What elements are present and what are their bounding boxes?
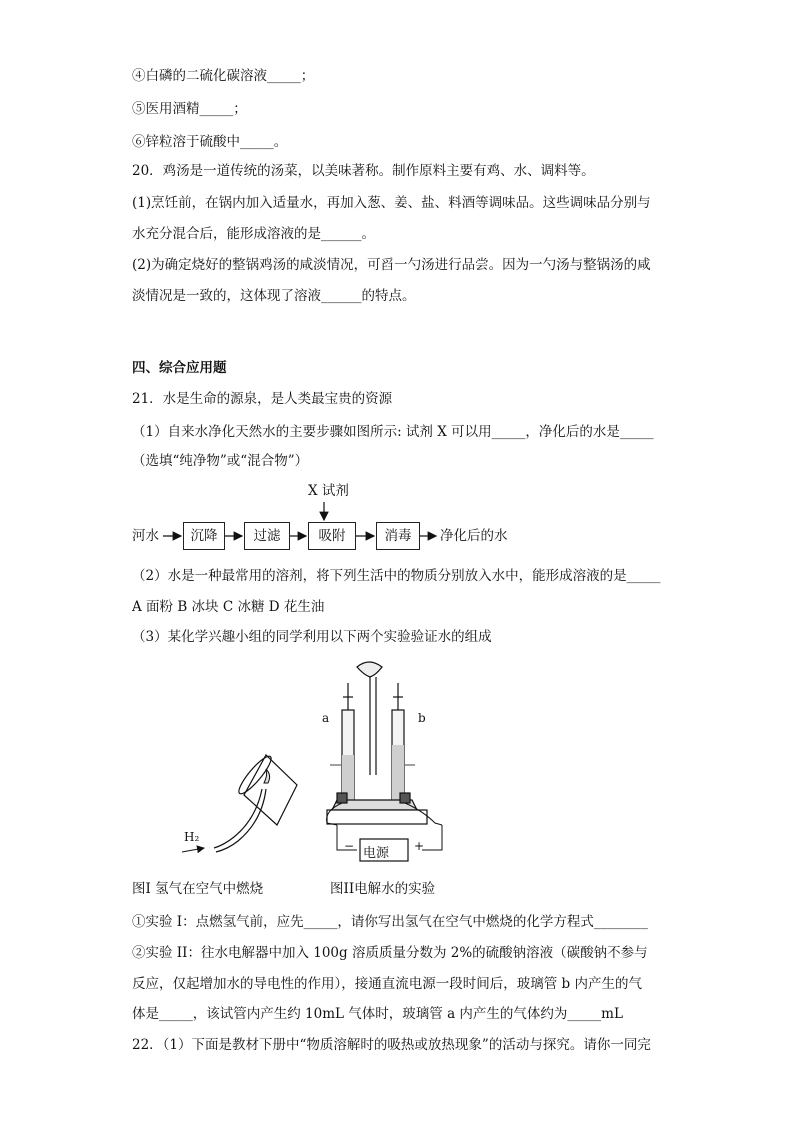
h2-label: H₂ (184, 830, 200, 844)
experiment-2-question-c: 体是_____，该试管内产生约 10mL 气体时，玻璃管 a 内产生的气体约为_____mL (132, 1006, 623, 1022)
item-4: ④白磷的二硫化碳溶液_____； (132, 68, 315, 84)
experiment-2-question-b: 反应，仅起增加水的导电性的作用），接通直流电源一段时间后，玻璃管 b 内产生的气 (132, 976, 642, 992)
question-20-part1-a: (1)烹饪前，在锅内加入适量水，再加入葱、姜、盐、料酒等调味品。这些调味品分别与 (132, 195, 651, 211)
question-20: 20．鸡汤是一道传统的汤菜，以美味著称。制作原料主要有鸡、水、调料等。 (132, 163, 595, 179)
power-plus: + (414, 839, 425, 853)
item-6: ⑥锌粒溶于硫酸中_____。 (132, 134, 288, 150)
funnel-icon (357, 662, 382, 775)
experiment-2-question-a: ②实验 II：往水电解器中加入 100g 溶质质量分数为 2%的硫酸钠溶液（碳酸钠不参与 (132, 945, 648, 961)
step-box-3: 吸附 (308, 522, 356, 550)
power-minus: − (344, 839, 355, 853)
reagent-label: X 试剂 (308, 483, 349, 499)
figure-1-caption: 图I 氢气在空气中燃烧 (132, 881, 264, 897)
electrolyzer-base-icon (327, 793, 427, 824)
question-21-options: A 面粉 B 冰块 C 冰糖 D 花生油 (132, 599, 325, 615)
question-21: 21．水是生命的源泉，是人类最宝贵的资源 (132, 391, 393, 407)
question-20-part1-b: 水充分混合后，能形成溶液的是______。 (132, 226, 375, 242)
beaker-icon (235, 753, 297, 825)
purification-flow-diagram (132, 480, 672, 560)
experiment-1-question: ①实验 I：点燃氢气前，应先_____，请你写出氢气在空气中燃烧的化学方程式________ (132, 914, 648, 930)
gas-arrow (182, 848, 204, 852)
step-box-1: 沉降 (183, 522, 225, 550)
source-label: 河水 (132, 528, 159, 544)
tube-a-icon (342, 683, 354, 800)
tube-b-label: b (418, 711, 426, 725)
experiment-drawing (132, 655, 532, 885)
question-21-part2: （2）水是一种最常用的溶剂，将下列生活中的物质分别放入水中，能形成溶液的是_____ (132, 568, 661, 584)
tube-b-icon (392, 683, 404, 800)
figure-2-caption: 图II电解水的实验 (330, 881, 436, 897)
question-21-part1-a: （1）自来水净化天然水的主要步骤如图所示: 试剂 X 可以用_____，净化后的水是_____ (132, 424, 654, 440)
question-21-part1-b: （选填“纯净物”或“混合物”） (132, 453, 309, 469)
step-box-4: 消毒 (376, 522, 420, 550)
question-22: 22．（1）下面是教材下册中“物质溶解时的吸热或放热现象”的活动与探究。请你一同完 (132, 1037, 651, 1053)
result-label: 净化后的水 (440, 528, 508, 544)
step-box-2: 过滤 (244, 522, 290, 550)
item-5: ⑤医用酒精_____； (132, 101, 247, 117)
power-label: 电源 (363, 846, 390, 861)
experiment-figures (132, 655, 532, 885)
tube-a-label: a (322, 711, 330, 725)
question-20-part2-a: (2)为确定烧好的整锅鸡汤的咸淡情况，可舀一勺汤进行品尝。因为一勺汤与整锅汤的咸 (132, 257, 651, 273)
question-20-part2-b: 淡情况是一致的，这体现了溶液______的特点。 (132, 288, 416, 304)
section-heading: 四、综合应用题 (132, 360, 227, 376)
question-21-part3: （3）某化学兴趣小组的同学利用以下两个实验验证水的组成 (132, 629, 492, 645)
